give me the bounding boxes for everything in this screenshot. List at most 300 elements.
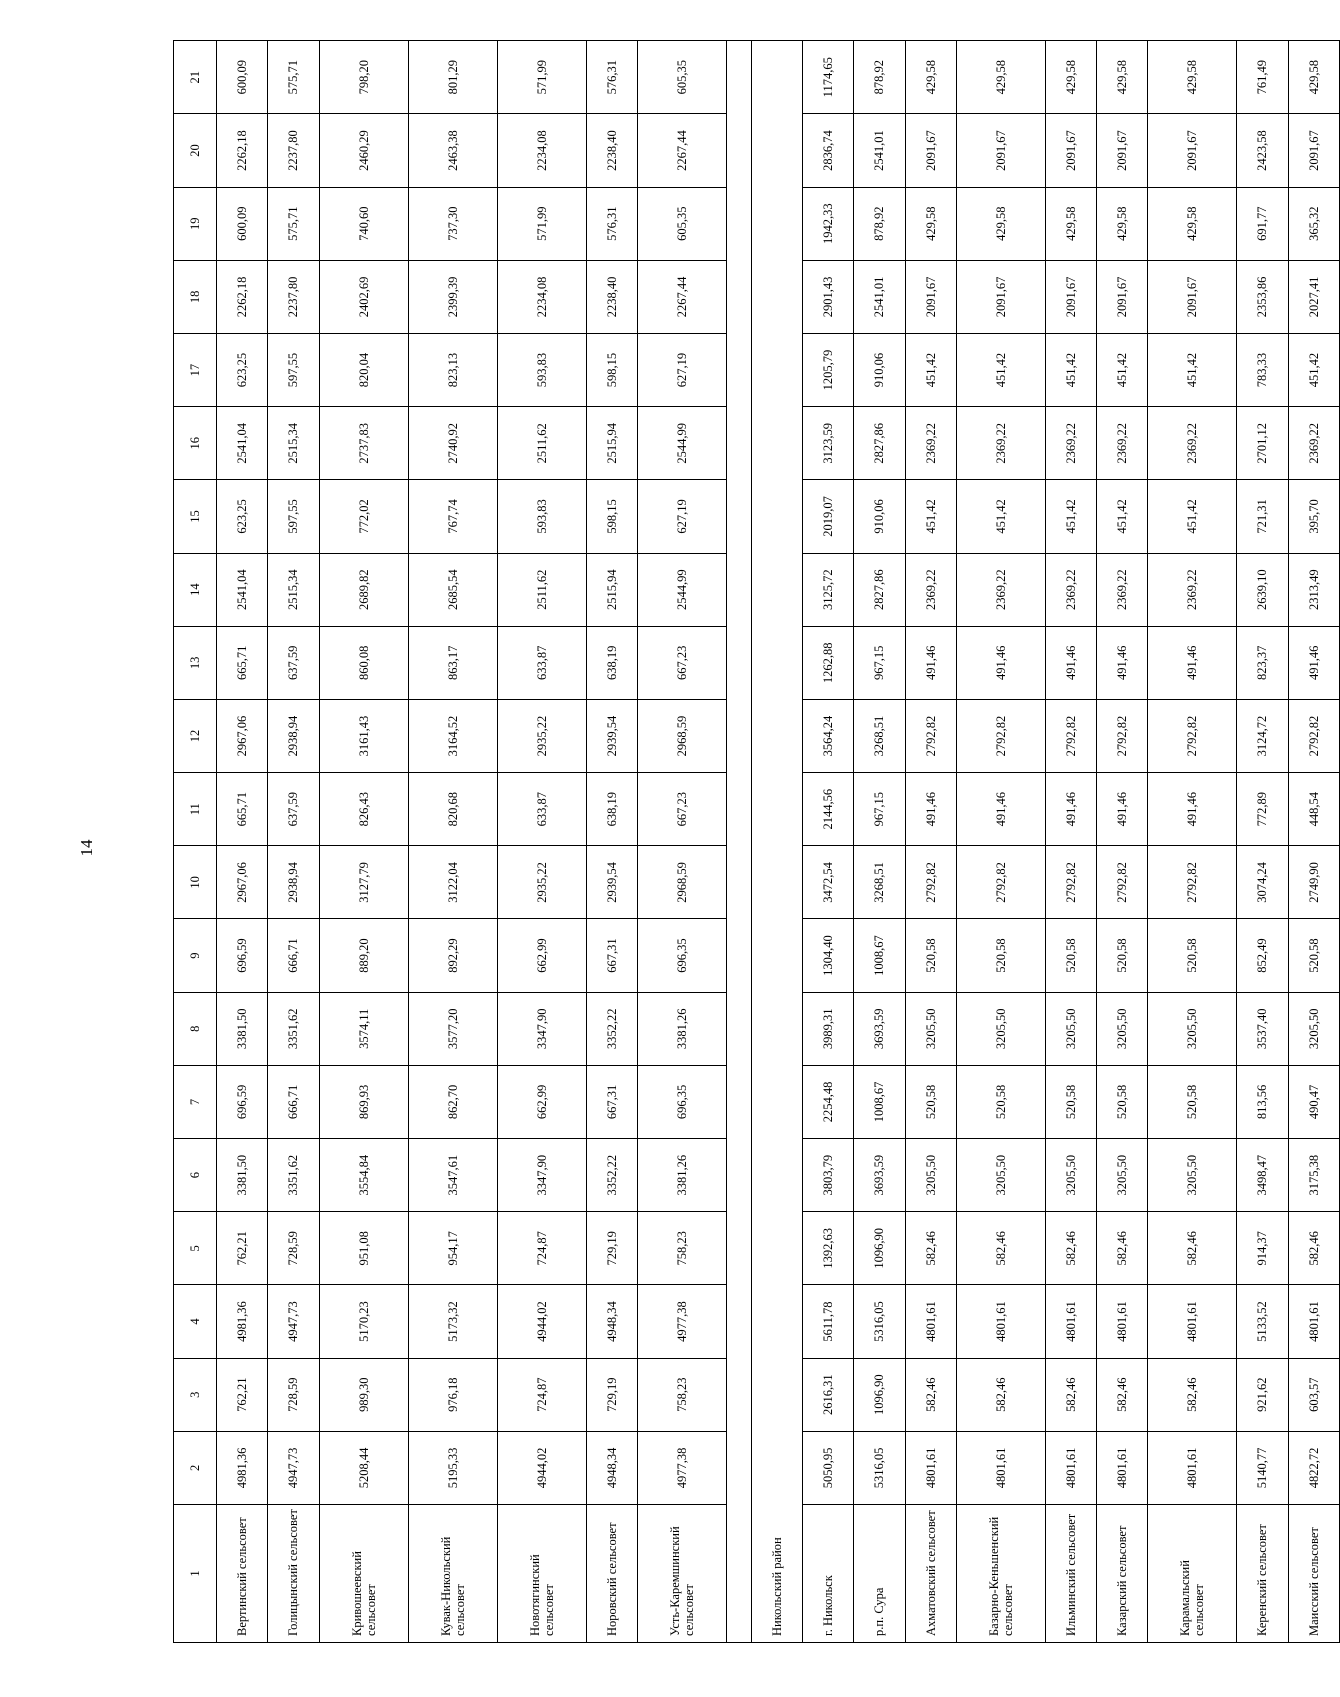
table-cell: 2515,34 xyxy=(268,407,319,480)
table-cell: 2313,49 xyxy=(1288,553,1339,626)
table-cell: 976,18 xyxy=(408,1358,497,1431)
table-cell: 520,58 xyxy=(1148,919,1237,992)
table-cell: 3498,47 xyxy=(1237,1139,1288,1212)
table-cell: 2234,08 xyxy=(497,260,586,333)
table-cell: 582,46 xyxy=(956,1358,1045,1431)
table-cell: 1262,88 xyxy=(803,626,854,699)
table-cell: 3164,52 xyxy=(408,699,497,772)
table-cell: 520,58 xyxy=(1097,919,1148,992)
table-cell: 576,31 xyxy=(586,41,637,114)
table-cell: 665,71 xyxy=(217,626,268,699)
row-name: Ахматовский сельсовет xyxy=(905,1505,956,1643)
table-cell: 3175,38 xyxy=(1288,1139,1339,1212)
table-cell: 2369,22 xyxy=(956,407,1045,480)
table-cell: 910,06 xyxy=(854,480,905,553)
table-cell: 2541,04 xyxy=(217,553,268,626)
table-cell: 892,29 xyxy=(408,919,497,992)
table-cell: 740,60 xyxy=(319,187,408,260)
table-cell: 627,19 xyxy=(637,334,726,407)
header-row xyxy=(174,41,217,1643)
table-cell: 3693,59 xyxy=(854,1139,905,1212)
table-cell: 813,56 xyxy=(1237,1065,1288,1138)
table-cell: 2792,82 xyxy=(905,846,956,919)
column-header-9: 9 xyxy=(174,919,217,992)
table-cell: 575,71 xyxy=(268,41,319,114)
table-cell: 2901,43 xyxy=(803,260,854,333)
table-cell: 429,58 xyxy=(1097,41,1148,114)
table-cell: 2091,67 xyxy=(1045,114,1096,187)
table-cell: 798,20 xyxy=(319,41,408,114)
column-header-2: 2 xyxy=(174,1431,217,1504)
table-cell: 623,25 xyxy=(217,334,268,407)
table-cell: 2968,59 xyxy=(637,699,726,772)
table-cell: 2938,94 xyxy=(268,699,319,772)
table-cell: 429,58 xyxy=(1045,41,1096,114)
table-cell: 2749,90 xyxy=(1288,846,1339,919)
row-name: Карамальский сельсовет xyxy=(1148,1505,1237,1643)
table-cell: 2091,67 xyxy=(1148,114,1237,187)
table-cell: 5195,33 xyxy=(408,1431,497,1504)
table-cell: 491,46 xyxy=(1097,773,1148,846)
table-cell: 5050,95 xyxy=(803,1431,854,1504)
table-cell: 2369,22 xyxy=(905,553,956,626)
table-cell: 863,17 xyxy=(408,626,497,699)
table-cell: 3577,20 xyxy=(408,992,497,1065)
table-cell: 3125,72 xyxy=(803,553,854,626)
table-row xyxy=(497,41,586,1643)
table-cell: 2541,04 xyxy=(217,407,268,480)
table-cell: 3268,51 xyxy=(854,846,905,919)
table-cell: 2369,22 xyxy=(1045,407,1096,480)
table-cell: 491,46 xyxy=(956,626,1045,699)
table-cell: 582,46 xyxy=(956,1212,1045,1285)
table-cell: 491,46 xyxy=(1148,773,1237,846)
table-cell: 737,30 xyxy=(408,187,497,260)
column-header-12: 12 xyxy=(174,699,217,772)
row-name: Казарский сельсовет xyxy=(1097,1505,1148,1643)
table-row xyxy=(1045,41,1096,1643)
table-cell: 696,35 xyxy=(637,919,726,992)
table-cell: 3989,31 xyxy=(803,992,854,1065)
table-cell: 451,42 xyxy=(1288,334,1339,407)
table-cell: 3381,50 xyxy=(217,992,268,1065)
table-row xyxy=(1237,41,1288,1643)
table-cell: 520,58 xyxy=(905,1065,956,1138)
row-name: Ильминский сельсовет xyxy=(1045,1505,1096,1643)
table-cell: 571,99 xyxy=(497,187,586,260)
table-cell: 2541,01 xyxy=(854,114,905,187)
table-cell: 490,47 xyxy=(1288,1065,1339,1138)
table-cell: 491,46 xyxy=(1097,626,1148,699)
table-cell: 576,31 xyxy=(586,187,637,260)
table-cell: 5140,77 xyxy=(1237,1431,1288,1504)
table-row xyxy=(854,41,905,1643)
table-cell: 603,57 xyxy=(1288,1358,1339,1431)
table-cell: 2369,22 xyxy=(1045,553,1096,626)
table-cell: 429,58 xyxy=(1148,187,1237,260)
table-cell: 951,08 xyxy=(319,1212,408,1285)
table-cell: 3352,22 xyxy=(586,992,637,1065)
table-cell: 2267,44 xyxy=(637,260,726,333)
table-cell: 772,89 xyxy=(1237,773,1288,846)
row-name: г. Никольск xyxy=(803,1505,854,1643)
table-cell: 2792,82 xyxy=(1148,699,1237,772)
table-cell: 2968,59 xyxy=(637,846,726,919)
table-cell: 921,62 xyxy=(1237,1358,1288,1431)
table-cell: 2267,44 xyxy=(637,114,726,187)
column-header-1: 1 xyxy=(174,1505,217,1643)
table-cell: 2369,22 xyxy=(1097,407,1148,480)
table-cell: 3347,90 xyxy=(497,992,586,1065)
table-cell: 4801,61 xyxy=(956,1285,1045,1358)
table-cell: 772,02 xyxy=(319,480,408,553)
table-cell: 429,58 xyxy=(1045,187,1096,260)
table-row xyxy=(268,41,319,1643)
table-row xyxy=(905,41,956,1643)
table-cell: 448,54 xyxy=(1288,773,1339,846)
table-cell: 597,55 xyxy=(268,334,319,407)
row-name: Норовский сельсовет xyxy=(586,1505,637,1643)
table-cell: 2939,54 xyxy=(586,846,637,919)
table-cell: 4801,61 xyxy=(1148,1285,1237,1358)
table-cell: 2091,67 xyxy=(905,114,956,187)
table-cell: 582,46 xyxy=(905,1212,956,1285)
table-cell: 598,15 xyxy=(586,480,637,553)
table-cell: 451,42 xyxy=(956,480,1045,553)
table-cell: 429,58 xyxy=(1148,41,1237,114)
table-cell: 2369,22 xyxy=(1148,407,1237,480)
table-cell: 696,59 xyxy=(217,1065,268,1138)
table-cell: 600,09 xyxy=(217,187,268,260)
table-cell: 662,99 xyxy=(497,1065,586,1138)
table-cell: 520,58 xyxy=(1288,919,1339,992)
table-cell: 600,09 xyxy=(217,41,268,114)
table-cell: 638,19 xyxy=(586,626,637,699)
table-cell: 3554,84 xyxy=(319,1139,408,1212)
column-header-7: 7 xyxy=(174,1065,217,1138)
spacer-cell xyxy=(726,41,751,1643)
table-cell: 2262,18 xyxy=(217,260,268,333)
column-header-13: 13 xyxy=(174,626,217,699)
table-cell: 365,32 xyxy=(1288,187,1339,260)
table-cell: 520,58 xyxy=(1097,1065,1148,1138)
table-cell: 429,58 xyxy=(905,41,956,114)
table-cell: 667,31 xyxy=(586,919,637,992)
table-cell: 3268,51 xyxy=(854,699,905,772)
table-cell: 623,25 xyxy=(217,480,268,553)
table-cell: 761,49 xyxy=(1237,41,1288,114)
table-cell: 637,59 xyxy=(268,626,319,699)
table-cell: 2792,82 xyxy=(1148,846,1237,919)
table-cell: 395,70 xyxy=(1288,480,1339,553)
table-cell: 5316,05 xyxy=(854,1285,905,1358)
table-cell: 429,58 xyxy=(956,187,1045,260)
table-cell: 5170,23 xyxy=(319,1285,408,1358)
table-cell: 582,46 xyxy=(905,1358,956,1431)
row-name: Усть-Каремшинский сельсовет xyxy=(637,1505,726,1643)
table-cell: 728,59 xyxy=(268,1358,319,1431)
table-cell: 2238,40 xyxy=(586,114,637,187)
column-header-17: 17 xyxy=(174,334,217,407)
table-cell: 4947,73 xyxy=(268,1285,319,1358)
table-cell: 2544,99 xyxy=(637,407,726,480)
table-row xyxy=(319,41,408,1643)
table-cell: 724,87 xyxy=(497,1212,586,1285)
table-cell: 627,19 xyxy=(637,480,726,553)
table-body xyxy=(217,41,1340,1643)
table-cell: 989,30 xyxy=(319,1358,408,1431)
table-cell: 491,46 xyxy=(956,773,1045,846)
table-cell: 4944,02 xyxy=(497,1431,586,1504)
table-cell: 2237,80 xyxy=(268,260,319,333)
table-cell: 2254,48 xyxy=(803,1065,854,1138)
table-cell: 3347,90 xyxy=(497,1139,586,1212)
table-cell: 2792,82 xyxy=(1288,699,1339,772)
table-cell: 4977,38 xyxy=(637,1285,726,1358)
table-cell: 3205,50 xyxy=(1097,1139,1148,1212)
table-cell: 2369,22 xyxy=(1148,553,1237,626)
table-cell: 826,43 xyxy=(319,773,408,846)
table-cell: 638,19 xyxy=(586,773,637,846)
table-cell: 4801,61 xyxy=(905,1285,956,1358)
row-name: Базарно-Кеньшенский сельсовет xyxy=(956,1505,1045,1643)
table-cell: 2238,40 xyxy=(586,260,637,333)
table-cell: 2091,67 xyxy=(956,114,1045,187)
table-cell: 4948,34 xyxy=(586,1285,637,1358)
table-cell: 2544,99 xyxy=(637,553,726,626)
table-cell: 2402,69 xyxy=(319,260,408,333)
table-cell: 582,46 xyxy=(1148,1212,1237,1285)
table-cell: 4977,38 xyxy=(637,1431,726,1504)
table-cell: 3381,26 xyxy=(637,1139,726,1212)
table-cell: 967,15 xyxy=(854,626,905,699)
table-cell: 593,83 xyxy=(497,480,586,553)
table-cell: 4981,36 xyxy=(217,1285,268,1358)
table-row xyxy=(956,41,1045,1643)
table-cell: 520,58 xyxy=(1045,919,1096,992)
column-header-8: 8 xyxy=(174,992,217,1065)
table-cell: 2091,67 xyxy=(956,260,1045,333)
table-cell: 582,46 xyxy=(1045,1212,1096,1285)
table-cell: 3205,50 xyxy=(956,1139,1045,1212)
table-cell: 1304,40 xyxy=(803,919,854,992)
table-cell: 2836,74 xyxy=(803,114,854,187)
table-cell: 491,46 xyxy=(905,626,956,699)
column-header-18: 18 xyxy=(174,260,217,333)
table-cell: 2827,86 xyxy=(854,553,905,626)
table-cell: 2019,07 xyxy=(803,480,854,553)
table-cell: 823,37 xyxy=(1237,626,1288,699)
table-cell: 889,20 xyxy=(319,919,408,992)
table-cell: 1096,90 xyxy=(854,1358,905,1431)
table-cell: 2511,62 xyxy=(497,407,586,480)
table-cell: 878,92 xyxy=(854,187,905,260)
table-cell: 1008,67 xyxy=(854,919,905,992)
table-cell: 820,04 xyxy=(319,334,408,407)
table-cell: 3381,26 xyxy=(637,992,726,1065)
column-header-20: 20 xyxy=(174,114,217,187)
table-cell: 2689,82 xyxy=(319,553,408,626)
table-cell: 1008,67 xyxy=(854,1065,905,1138)
tariff-table-container xyxy=(173,40,1340,1643)
column-header-4: 4 xyxy=(174,1285,217,1358)
table-cell: 4822,72 xyxy=(1288,1431,1339,1504)
table-row xyxy=(803,41,854,1643)
table-cell: 571,99 xyxy=(497,41,586,114)
table-cell: 4948,34 xyxy=(586,1431,637,1504)
table-cell: 451,42 xyxy=(905,334,956,407)
table-cell: 729,19 xyxy=(586,1212,637,1285)
table-cell: 2237,80 xyxy=(268,114,319,187)
region-label: Никольский район xyxy=(751,41,802,1643)
table-cell: 2463,38 xyxy=(408,114,497,187)
table-cell: 605,35 xyxy=(637,41,726,114)
table-cell: 3352,22 xyxy=(586,1139,637,1212)
table-cell: 3205,50 xyxy=(1045,1139,1096,1212)
row-name: Керенский сельсовет xyxy=(1237,1505,1288,1643)
table-cell: 3127,79 xyxy=(319,846,408,919)
table-cell: 597,55 xyxy=(268,480,319,553)
table-cell: 637,59 xyxy=(268,773,319,846)
table-cell: 3205,50 xyxy=(1288,992,1339,1065)
column-header-10: 10 xyxy=(174,846,217,919)
table-cell: 520,58 xyxy=(1148,1065,1237,1138)
table-cell: 3124,72 xyxy=(1237,699,1288,772)
region-row xyxy=(751,41,802,1643)
table-cell: 2792,82 xyxy=(956,699,1045,772)
table-cell: 667,31 xyxy=(586,1065,637,1138)
table-cell: 451,42 xyxy=(1148,334,1237,407)
table-cell: 5133,52 xyxy=(1237,1285,1288,1358)
table-cell: 3205,50 xyxy=(905,992,956,1065)
table-cell: 582,46 xyxy=(1288,1212,1339,1285)
page-number: 14 xyxy=(77,839,96,857)
table-cell: 3074,24 xyxy=(1237,846,1288,919)
table-cell: 582,46 xyxy=(1148,1358,1237,1431)
table-cell: 2685,54 xyxy=(408,553,497,626)
table-cell: 582,46 xyxy=(1097,1358,1148,1431)
table-cell: 1942,33 xyxy=(803,187,854,260)
table-cell: 862,70 xyxy=(408,1065,497,1138)
table-cell: 914,37 xyxy=(1237,1212,1288,1285)
table-cell: 491,46 xyxy=(905,773,956,846)
row-name: Голицынский сельсовет xyxy=(268,1505,319,1643)
row-name: Вертинский сельсовет xyxy=(217,1505,268,1643)
table-cell: 2515,94 xyxy=(586,553,637,626)
table-row xyxy=(408,41,497,1643)
table-cell: 728,59 xyxy=(268,1212,319,1285)
table-cell: 3123,59 xyxy=(803,407,854,480)
table-cell: 2740,92 xyxy=(408,407,497,480)
spacer-row xyxy=(726,41,751,1643)
table-cell: 633,87 xyxy=(497,626,586,699)
table-cell: 2369,22 xyxy=(1097,553,1148,626)
table-cell: 2792,82 xyxy=(1045,846,1096,919)
table-cell: 2541,01 xyxy=(854,260,905,333)
table-cell: 2460,29 xyxy=(319,114,408,187)
table-cell: 2938,94 xyxy=(268,846,319,919)
table-cell: 3205,50 xyxy=(1045,992,1096,1065)
table-cell: 2399,39 xyxy=(408,260,497,333)
table-cell: 2353,86 xyxy=(1237,260,1288,333)
table-cell: 3205,50 xyxy=(905,1139,956,1212)
table-cell: 2639,10 xyxy=(1237,553,1288,626)
table-cell: 451,42 xyxy=(1045,480,1096,553)
table-cell: 2827,86 xyxy=(854,407,905,480)
table-cell: 429,58 xyxy=(1097,187,1148,260)
table-cell: 605,35 xyxy=(637,187,726,260)
table-cell: 4801,61 xyxy=(956,1431,1045,1504)
table-cell: 696,35 xyxy=(637,1065,726,1138)
table-cell: 633,87 xyxy=(497,773,586,846)
table-cell: 767,74 xyxy=(408,480,497,553)
table-cell: 3472,54 xyxy=(803,846,854,919)
table-cell: 4801,61 xyxy=(1288,1285,1339,1358)
table-cell: 2939,54 xyxy=(586,699,637,772)
table-cell: 593,83 xyxy=(497,334,586,407)
table-cell: 429,58 xyxy=(905,187,956,260)
table-cell: 667,23 xyxy=(637,773,726,846)
table-cell: 2935,22 xyxy=(497,846,586,919)
table-cell: 4801,61 xyxy=(1097,1431,1148,1504)
table-cell: 3803,79 xyxy=(803,1139,854,1212)
column-header-15: 15 xyxy=(174,480,217,553)
column-header-6: 6 xyxy=(174,1139,217,1212)
table-cell: 2792,82 xyxy=(956,846,1045,919)
table-row xyxy=(586,41,637,1643)
table-cell: 2091,67 xyxy=(1045,260,1096,333)
table-cell: 3161,43 xyxy=(319,699,408,772)
table-cell: 2262,18 xyxy=(217,114,268,187)
table-cell: 451,42 xyxy=(956,334,1045,407)
table-cell: 451,42 xyxy=(1045,334,1096,407)
table-cell: 910,06 xyxy=(854,334,905,407)
table-cell: 665,71 xyxy=(217,773,268,846)
table-cell: 762,21 xyxy=(217,1212,268,1285)
table-cell: 3693,59 xyxy=(854,992,905,1065)
table-cell: 2091,67 xyxy=(1288,114,1339,187)
table-cell: 598,15 xyxy=(586,334,637,407)
table-cell: 3205,50 xyxy=(1148,992,1237,1065)
table-cell: 860,08 xyxy=(319,626,408,699)
table-cell: 4801,61 xyxy=(1045,1285,1096,1358)
column-header-16: 16 xyxy=(174,407,217,480)
table-cell: 2701,12 xyxy=(1237,407,1288,480)
tariff-table xyxy=(173,40,1340,1643)
table-cell: 4944,02 xyxy=(497,1285,586,1358)
table-cell: 3537,40 xyxy=(1237,992,1288,1065)
table-cell: 801,29 xyxy=(408,41,497,114)
table-cell: 667,23 xyxy=(637,626,726,699)
table-cell: 3205,50 xyxy=(1148,1139,1237,1212)
table-cell: 3205,50 xyxy=(1097,992,1148,1065)
table-cell: 4801,61 xyxy=(1148,1431,1237,1504)
table-cell: 1205,79 xyxy=(803,334,854,407)
column-header-5: 5 xyxy=(174,1212,217,1285)
table-cell: 429,58 xyxy=(1288,41,1339,114)
table-row xyxy=(1288,41,1339,1643)
table-cell: 2967,06 xyxy=(217,699,268,772)
table-cell: 575,71 xyxy=(268,187,319,260)
table-cell: 1096,90 xyxy=(854,1212,905,1285)
table-cell: 3574,11 xyxy=(319,992,408,1065)
table-cell: 2091,67 xyxy=(1148,260,1237,333)
table-cell: 582,46 xyxy=(1045,1358,1096,1431)
table-cell: 5316,05 xyxy=(854,1431,905,1504)
table-row xyxy=(1097,41,1148,1643)
table-row xyxy=(637,41,726,1643)
row-name: р.п. Сура xyxy=(854,1505,905,1643)
